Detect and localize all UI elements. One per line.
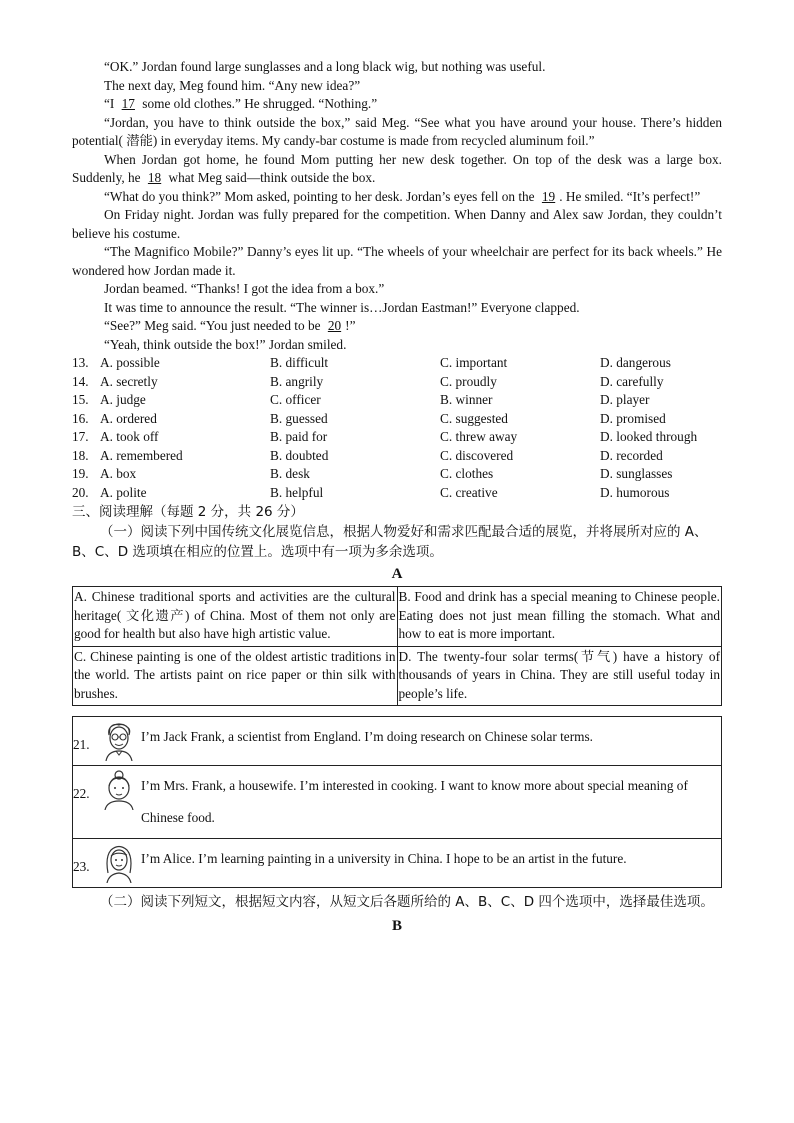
option-c[interactable]: C. important [440,355,508,370]
question-number: 21. [73,737,90,752]
option-d[interactable]: D. dangerous [600,355,671,370]
woman-with-bun-icon [101,770,137,810]
option-row [72,354,722,373]
options-list [72,354,722,502]
blank-19[interactable]: 19 [541,188,556,204]
option-row [72,410,722,429]
option-b[interactable]: B. difficult [270,355,329,370]
person-row [73,838,721,887]
question-number: 18. [72,447,89,463]
exhibit-b: B. Food and drink has a special meaning to Chinese people. Eating does not just mean filling the stomach. What and how to eat is more important. [397,587,722,647]
option-c[interactable]: C. suggested [440,410,508,426]
section-heading: 三、阅读理解（每题 2 分，共 26 分） [72,504,304,520]
girl-long-hair-icon [101,843,137,883]
option-row [72,391,722,410]
part1-instruction: （一）阅读下列中国传统文化展览信息，根据人物爱好和需求匹配最合适的展览，并将展所对应的 A、B、C、D 选项填在相应的位置上。选项中有一项为多余选项。 [72,524,708,560]
story-paragraph: The next day, Meg found him. “Any new idea?” [104,77,361,93]
option-d[interactable]: D. promised [600,410,666,426]
people-table [72,716,722,888]
option-row [72,447,722,466]
story-paragraph: When Jordan got home, he found Mom putting her new desk together. On top of the desk was a large box. Suddenly, he 18 what Meg said—think outside the box. [72,151,722,185]
question-number: 17. [72,429,89,444]
option-d[interactable]: D. sunglasses [600,466,673,481]
option-c[interactable]: C. discovered [440,447,514,463]
story-paragraph: “Yeah, think outside the box!” Jordan smiled. [104,336,347,352]
option-row [72,484,722,503]
option-b[interactable]: B. angrily [270,373,324,389]
question-number: 16. [72,410,89,426]
option-a[interactable]: A. possible [100,355,160,370]
option-b[interactable]: B. guessed [270,410,328,426]
story-paragraph: It was time to announce the result. “The winner is…Jordan Eastman!” Everyone clapped. [104,299,580,315]
option-d[interactable]: D. recorded [600,447,663,463]
story-paragraph: “Jordan, you have to think outside the box,” said Meg. “See what you have around your house. There’s hidden potential( 潜能) in everyday items. My candy-bar costume is made from recycled aluminum foil.” [72,114,722,148]
story-paragraph: Jordan beamed. “Thanks! I got the idea from a box.” [104,281,385,296]
option-d[interactable]: D. looked through [600,429,698,444]
option-c[interactable]: C. threw away [440,429,518,444]
person-row [73,765,721,838]
story-paragraph: “The Magnifico Mobile?” Danny’s eyes lit up. “The wheels of your wheelchair are perfect for its back wheels.” He wondered how Jordan made it. [72,244,722,278]
story-paragraph: “I 17 some old clothes.” He shrugged. “Nothing.” [104,96,378,111]
option-a[interactable]: A. judge [100,392,146,407]
person-statement: I’m Jack Frank, a scientist from England. I’m doing research on Chinese solar terms. [141,729,593,744]
option-d[interactable]: D. player [600,392,650,407]
option-c[interactable]: C. clothes [440,466,494,481]
option-b[interactable]: B. desk [270,466,310,481]
question-number: 23. [73,859,90,874]
blank-17[interactable]: 17 [121,96,135,111]
option-c[interactable]: C. proudly [440,373,497,389]
question-number: 19. [72,466,89,481]
question-number: 22. [73,786,90,801]
part2-instruction: （二）阅读下列短文，根据短文内容，从短文后各题所给的 A、B、C、D 四个选项中，选择最佳选项。 [100,894,714,910]
option-row [72,373,722,392]
exhibit-d: D. The twenty-four solar terms(节气) have a history of thousands of years in China. They are still useful today in people’s life. [397,646,722,706]
passage-letter-a: A [391,566,403,582]
option-a[interactable]: A. took off [100,429,159,444]
exhibit-a: A. Chinese traditional sports and activities are the cultural heritage( 文化遗产) of China. Most of them not only are good for health but also have high artistic value. [73,587,398,647]
option-row [72,465,722,484]
person-statement: I’m Mrs. Frank, a housewife. I’m interested in cooking. I want to know more about special meaning of Chinese food. [141,778,688,825]
story-paragraph: “OK.” Jordan found large sunglasses and a long black wig, but nothing was useful. [104,59,546,74]
option-b[interactable]: B. doubted [270,447,329,463]
option-a[interactable]: A. secretly [100,373,158,389]
story-paragraph: On Friday night. Jordan was fully prepared for the competition. When Danny and Alex saw Jordan, they couldn’t believe his costume. [72,207,722,241]
question-number: 20. [72,484,89,500]
person-statement: I’m Alice. I’m learning painting in a university in China. I hope to be an artist in the future. [141,851,627,866]
option-b[interactable]: C. officer [270,392,321,407]
exam-page [72,58,722,936]
story [72,58,722,354]
option-c[interactable]: B. winner [440,392,493,407]
option-c[interactable]: C. creative [440,484,498,500]
blank-18[interactable]: 18 [147,170,162,185]
question-number: 14. [72,373,89,389]
option-b[interactable]: B. helpful [270,484,324,500]
blank-20[interactable]: 20 [327,318,342,333]
exhibit-c: C. Chinese painting is one of the oldest artistic traditions in the world. The artists paint on rice paper or thin silk with brushes. [73,646,398,706]
question-number: 13. [72,355,89,370]
option-b[interactable]: B. paid for [270,429,328,444]
passage-letter-b: B [391,918,402,934]
option-a[interactable]: A. polite [100,484,147,500]
question-number: 15. [72,392,89,407]
option-a[interactable]: A. box [100,466,137,481]
man-with-glasses-icon [101,721,137,761]
story-paragraph: “What do you think?” Mom asked, pointing to her desk. Jordan’s eyes fell on the 19 . He smiled. “It’s perfect!” [104,188,701,204]
option-d[interactable]: D. carefully [600,373,664,389]
story-paragraph: “See?” Meg said. “You just needed to be 20 !” [104,318,356,333]
person-row [73,717,721,765]
option-row [72,428,722,447]
option-d[interactable]: D. humorous [600,484,670,500]
option-a[interactable]: A. remembered [100,447,183,463]
option-a[interactable]: A. ordered [100,410,157,426]
exhibition-table [72,586,722,706]
